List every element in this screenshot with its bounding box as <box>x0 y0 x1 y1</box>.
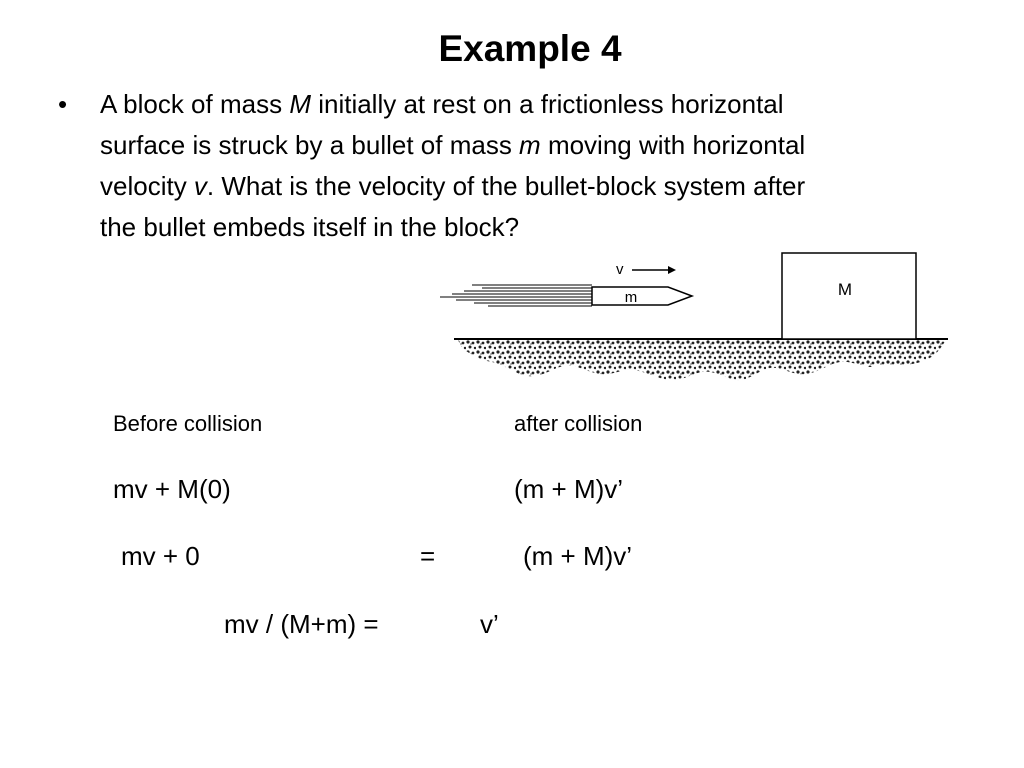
slide-title: Example 4 <box>438 28 622 69</box>
mass-m-var: m <box>519 130 541 160</box>
block-mass-label: M <box>837 280 853 299</box>
simplified-before-expr: mv + 0 <box>121 541 200 571</box>
bullet-marker: • <box>58 89 68 119</box>
solution-expr: mv / (M+m) = <box>224 609 379 639</box>
motion-lines <box>440 285 592 306</box>
final-velocity: v’ <box>480 609 499 639</box>
equals-sign: = <box>420 541 436 571</box>
after-collision-label: after collision <box>514 411 643 436</box>
simplified-after-expr: (m + M)v’ <box>523 541 633 571</box>
before-collision-label: Before collision <box>113 411 263 436</box>
bullet-shape <box>592 287 692 305</box>
problem-statement <box>100 84 980 248</box>
problem-line-1: A block of mass M initially at rest on a frictionless horizontal <box>100 89 784 119</box>
mass-M-var: M <box>289 89 311 119</box>
velocity-label: v <box>616 261 624 278</box>
momentum-before-expr: mv + M(0) <box>113 474 231 504</box>
bullet-block-diagram <box>436 250 952 388</box>
problem-line-3: velocity v. What is the velocity of the bullet-block system after <box>100 171 806 201</box>
ground-surface <box>454 339 948 380</box>
momentum-after-expr: (m + M)v’ <box>514 474 624 504</box>
problem-line-2: surface is struck by a bullet of mass m moving with horizontal <box>100 130 806 160</box>
velocity-arrow-icon <box>632 266 676 274</box>
velocity-v-var: v <box>193 171 207 201</box>
problem-line-4: the bullet embeds itself in the block? <box>100 212 520 242</box>
bullet-mass-label: m <box>624 289 638 306</box>
